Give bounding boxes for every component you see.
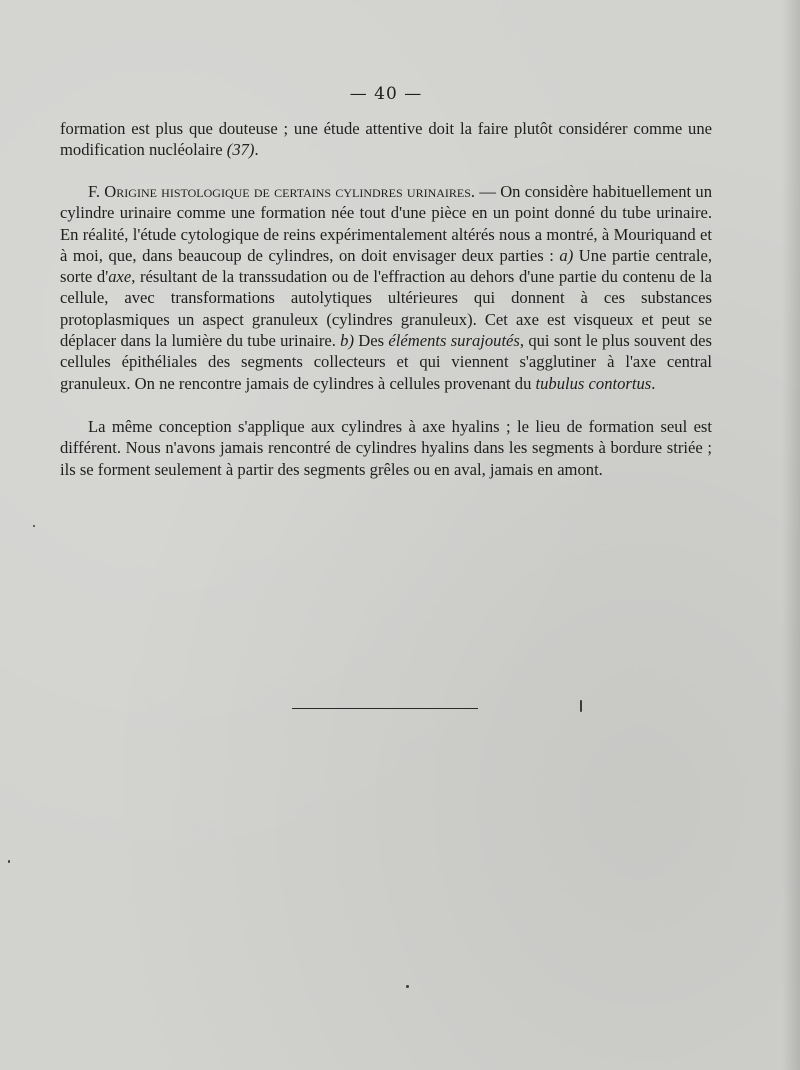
paragraph-continuation	[60, 118, 712, 161]
heading-dash: —	[475, 182, 501, 201]
term-elements-surajoutes: éléments surajoutés	[388, 331, 520, 351]
term-tubulus-contortus: tubulus contortus	[535, 373, 652, 393]
paragraph-same-conception	[60, 416, 712, 480]
section-text-5: , qui sont le plus souvent des cellules épithéliales des segments collecteurs et qui viennent s'agglutiner à l'axe central granuleux. On ne rencontre jamais de cylindres à cellules provenant du	[60, 331, 712, 393]
citation-reference: (37)	[226, 140, 255, 160]
continuation-end: .	[254, 140, 259, 160]
marker-b: b)	[340, 331, 354, 351]
section-text-2: Une partie centrale, sorte d'	[60, 245, 712, 287]
paper-speck	[33, 525, 35, 527]
paper-speck	[406, 985, 409, 988]
section-text-4: Des	[354, 331, 389, 351]
section-label: F.	[88, 182, 105, 201]
paper-speck	[8, 860, 10, 863]
paper-speck	[580, 700, 582, 712]
closing-rule	[292, 708, 478, 709]
section-text-3: , résultant de la transsudation ou de l'effraction au dehors d'une partie du contenu de la cellule, avec transformations autolytiques ultérieures qui donnent à ces substances protoplasmiques un aspect granuleux (cylindres granuleux). Cet axe est visqueux et peut se déplacer dans la lumière du tube urinaire.	[60, 267, 712, 351]
section-text-1: On considère habituellement un cylindre urinaire comme une formation née tout d'une pièce en un point donné du tube urinaire. En réalité, l'étude cytologique de reins expérimentalement altérés nous a montré, à Mouriquand et à moi, que, dans beaucoup de cylindres, on doit envisager deux parties :	[60, 182, 712, 265]
paragraph-section-f	[60, 181, 712, 394]
same-conception-text: La même conception s'applique aux cylindres à axe hyalins ; le lieu de formation seul est différent. Nous n'avons jamais rencontré de cylindres hyalins dans les segments à bordure striée ; ils se forment seulement à partir des segments grêles ou en aval, jamais en amont.	[60, 417, 712, 479]
term-axe: axe	[108, 267, 132, 287]
continuation-text: formation est plus que douteuse ; une étude attentive doit la faire plutôt considérer comme une modification nucléolaire	[60, 119, 712, 160]
section-end: .	[651, 373, 656, 393]
section-heading: Origine histologique de certains cylindres urinaires.	[104, 182, 476, 201]
page-number: — 40 —	[349, 84, 423, 104]
page-edge-shadow	[782, 0, 800, 1070]
marker-a: a)	[559, 245, 574, 265]
